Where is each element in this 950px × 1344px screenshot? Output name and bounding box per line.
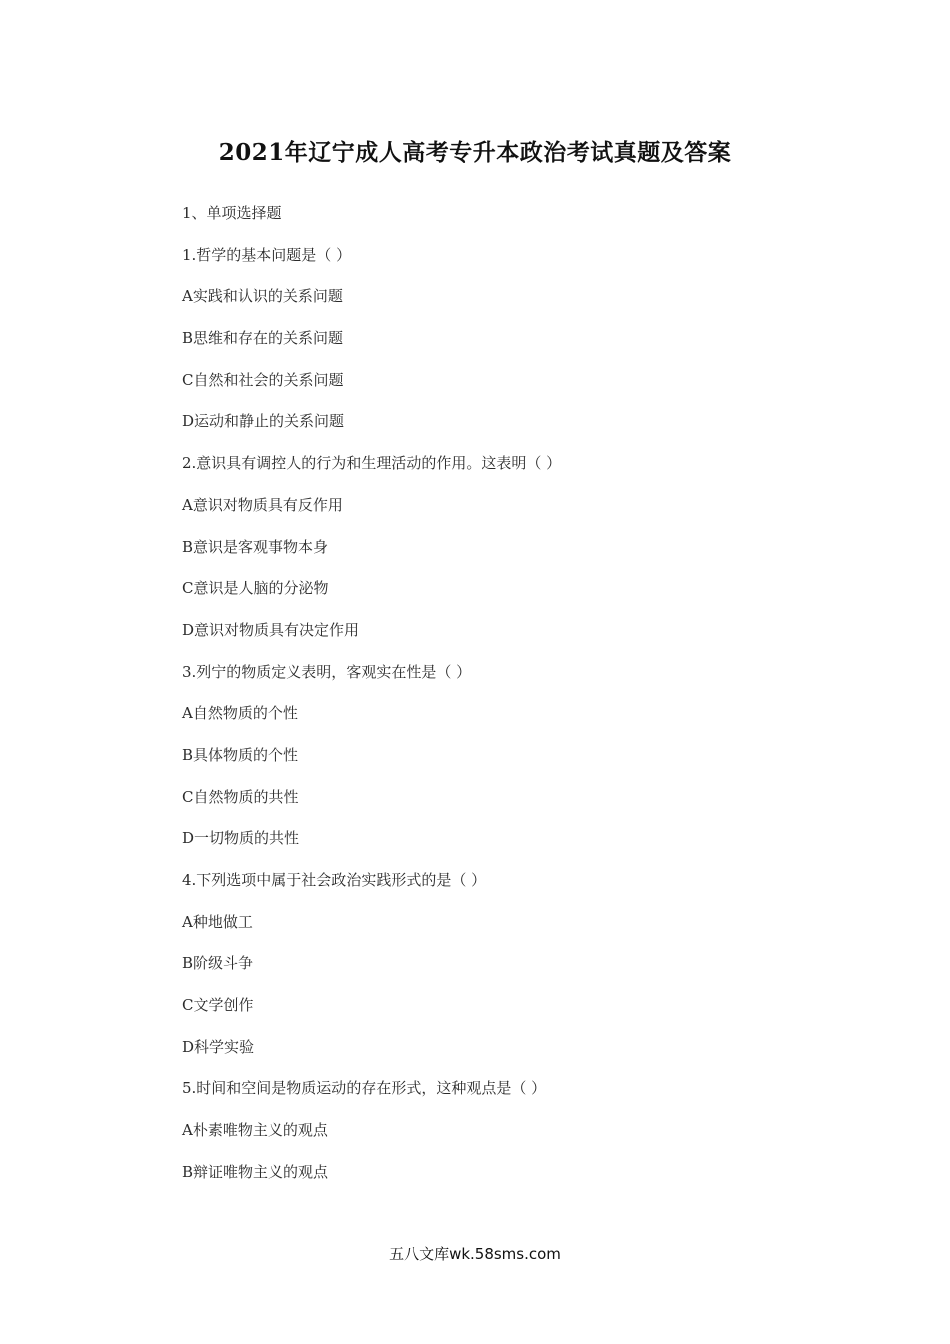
question-3: 3.列宁的物质定义表明，客观实在性是（ ） (182, 662, 472, 681)
question-1: 1.哲学的基本问题是（ ） (182, 245, 352, 264)
question-4: 4.下列选项中属于社会政治实践形式的是（ ） (182, 871, 487, 889)
question-1-option-a: A实践和认识的关系问题 (182, 287, 343, 306)
question-1-option-d: D运动和静止的关系问题 (182, 412, 345, 431)
footer-watermark: 五八文库wk.58sms.com (389, 1245, 561, 1263)
question-2-option-c: C意识是人脑的分泌物 (182, 579, 329, 598)
question-2-option-a: A意识对物质具有反作用 (182, 495, 343, 514)
question-5-option-a: A朴素唯物主义的观点 (182, 1121, 328, 1140)
question-4-option-c: C文学创作 (182, 996, 254, 1015)
question-3-option-d: D一切物质的共性 (182, 829, 300, 848)
question-2-option-b: B意识是客观事物本身 (182, 537, 329, 556)
question-4-option-b: B阶级斗争 (182, 954, 254, 973)
question-5: 5.时间和空间是物质运动的存在形式，这种观点是（ ） (182, 1079, 547, 1098)
question-3-option-b: B具体物质的个性 (182, 745, 299, 764)
question-1-option-b: B思维和存在的关系问题 (182, 329, 344, 348)
question-2-option-d: D意识对物质具有决定作用 (182, 620, 360, 639)
question-2: 2.意识具有调控人的行为和生理活动的作用。这表明（ ） (182, 454, 562, 473)
question-4-option-d: D科学实验 (182, 1037, 255, 1056)
question-1-option-c: C自然和社会的关系问题 (182, 370, 344, 389)
section-heading: 1、单项选择题 (182, 204, 282, 222)
question-3-option-c: C自然物质的共性 (182, 787, 299, 806)
question-3-option-a: A自然物质的个性 (182, 704, 298, 723)
page-title: 2021年辽宁成人高考专升本政治考试真题及答案 (218, 139, 732, 166)
question-4-option-a: A种地做工 (182, 912, 253, 931)
question-5-option-b: B辩证唯物主义的观点 (182, 1162, 329, 1181)
document-body (182, 199, 782, 1200)
